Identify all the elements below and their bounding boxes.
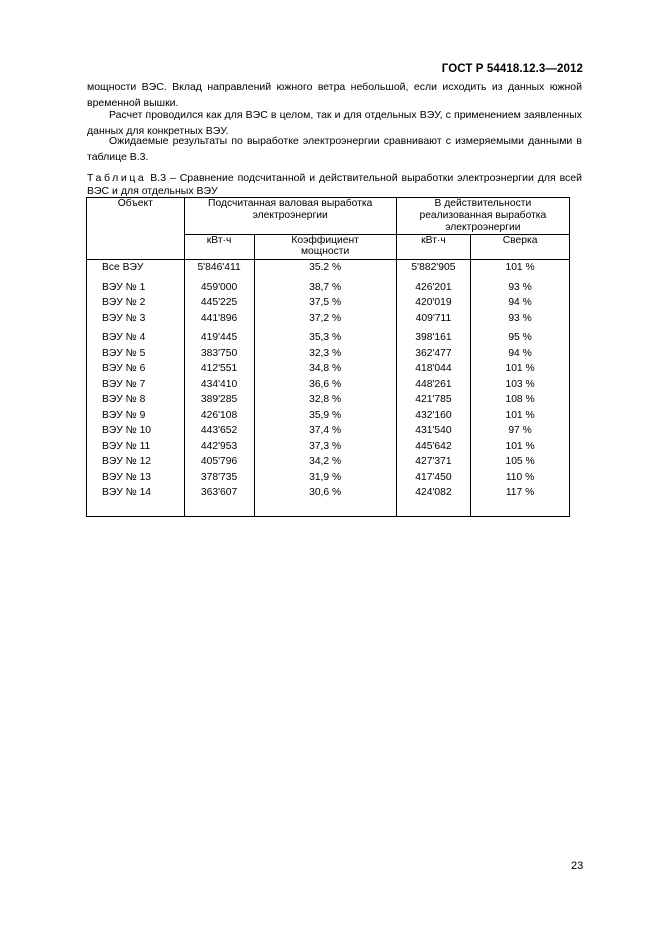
table-row: [87, 392, 570, 408]
cell-coefficient: 37,2 %: [254, 311, 396, 327]
cell-kwh: 363'607: [184, 485, 254, 501]
cell-kwh-real: 420'019: [396, 295, 470, 311]
cell-check: 94 %: [471, 346, 570, 362]
cell-object: ВЭУ № 4: [87, 326, 185, 346]
caption-text: В.3 – Сравнение подсчитанной и действительной выработки электроэнергии для всей ВЭС и для отдельных ВЭУ: [87, 172, 582, 197]
table-row: [87, 326, 570, 346]
cell-check: 105 %: [471, 454, 570, 470]
cell-kwh: 445'225: [184, 295, 254, 311]
cell-coefficient: 35,9 %: [254, 408, 396, 424]
cell-kwh-real: 5'882'905: [396, 260, 470, 280]
cell-object: ВЭУ № 1: [87, 280, 185, 296]
cell-check: 108 %: [471, 392, 570, 408]
spacer-cell: [87, 501, 185, 517]
table-row: [87, 311, 570, 327]
cell-kwh-real: 417'450: [396, 470, 470, 486]
cell-coefficient: 38,7 %: [254, 280, 396, 296]
table-row: [87, 280, 570, 296]
cell-coefficient: 37,4 %: [254, 423, 396, 439]
cell-object: Все ВЭУ: [87, 260, 185, 280]
cell-check: 110 %: [471, 470, 570, 486]
table-row: [87, 485, 570, 501]
paragraph-1: мощности ВЭС. Вклад направлений южного ветра небольшой, если исходить из данных южной временной вышки.: [87, 81, 582, 109]
cell-object: ВЭУ № 9: [87, 408, 185, 424]
cell-kwh: 5'846'411: [184, 260, 254, 280]
table-row: [87, 377, 570, 393]
table-row: [87, 260, 570, 280]
cell-kwh-real: 426'201: [396, 280, 470, 296]
cell-object: ВЭУ № 2: [87, 295, 185, 311]
cell-kwh: 443'652: [184, 423, 254, 439]
header-real-group: В действительности реализованная выработка электроэнергии: [396, 198, 569, 235]
table-row: [87, 295, 570, 311]
header-object: Объект: [87, 198, 185, 260]
caption-label: Таблица: [87, 172, 147, 184]
standard-code: ГОСТ Р 54418.12.3—2012: [441, 63, 583, 75]
cell-coefficient: 35.2 %: [254, 260, 396, 280]
cell-kwh-real: 445'642: [396, 439, 470, 455]
cell-object: ВЭУ № 6: [87, 361, 185, 377]
spacer-cell: [471, 501, 570, 517]
spacer-cell: [184, 501, 254, 517]
table-row: [87, 454, 570, 470]
cell-coefficient: 32,3 %: [254, 346, 396, 362]
cell-check: 95 %: [471, 326, 570, 346]
cell-kwh-real: 427'371: [396, 454, 470, 470]
header-check: Сверка: [471, 235, 570, 260]
table-row: [87, 439, 570, 455]
cell-object: ВЭУ № 3: [87, 311, 185, 327]
cell-object: ВЭУ № 7: [87, 377, 185, 393]
cell-object: ВЭУ № 8: [87, 392, 185, 408]
cell-check: 93 %: [471, 311, 570, 327]
paragraph-3-text: Ожидаемые результаты по выработке электроэнергии сравнивают с измеряемыми данными в таблице В.3.: [87, 135, 582, 163]
header-coefficient: Коэффициент мощности: [254, 235, 396, 260]
cell-kwh: 378'735: [184, 470, 254, 486]
cell-coefficient: 34,8 %: [254, 361, 396, 377]
cell-object: ВЭУ № 5: [87, 346, 185, 362]
cell-coefficient: 36,6 %: [254, 377, 396, 393]
table-row: [87, 361, 570, 377]
table-spacer-row: [87, 501, 570, 517]
cell-kwh-real: 362'477: [396, 346, 470, 362]
cell-kwh: 389'285: [184, 392, 254, 408]
cell-object: ВЭУ № 14: [87, 485, 185, 501]
spacer-cell: [254, 501, 396, 517]
cell-kwh-real: 432'160: [396, 408, 470, 424]
cell-check: 117 %: [471, 485, 570, 501]
paragraph-2-text: Расчет проводился как для ВЭС в целом, так и для отдельных ВЭУ, с применением заявленных данных для конкретных ВЭУ.: [87, 109, 582, 137]
cell-kwh-real: 418'044: [396, 361, 470, 377]
table-row: [87, 346, 570, 362]
cell-coefficient: 35,3 %: [254, 326, 396, 346]
cell-object: ВЭУ № 10: [87, 423, 185, 439]
cell-kwh: 383'750: [184, 346, 254, 362]
cell-check: 103 %: [471, 377, 570, 393]
cell-coefficient: 37,3 %: [254, 439, 396, 455]
cell-check: 97 %: [471, 423, 570, 439]
cell-kwh-real: 431'540: [396, 423, 470, 439]
cell-check: 101 %: [471, 408, 570, 424]
cell-check: 101 %: [471, 439, 570, 455]
table-row: [87, 423, 570, 439]
cell-kwh: 442'953: [184, 439, 254, 455]
cell-object: ВЭУ № 13: [87, 470, 185, 486]
cell-coefficient: 32,8 %: [254, 392, 396, 408]
cell-kwh: 434'410: [184, 377, 254, 393]
cell-coefficient: 30,6 %: [254, 485, 396, 501]
cell-check: 101 %: [471, 361, 570, 377]
cell-check: 101 %: [471, 260, 570, 280]
cell-kwh-real: 448'261: [396, 377, 470, 393]
table-row: [87, 470, 570, 486]
cell-kwh: 459'000: [184, 280, 254, 296]
cell-kwh: 419'445: [184, 326, 254, 346]
table-body: [87, 260, 570, 517]
table-caption: [87, 172, 582, 198]
cell-coefficient: 37,5 %: [254, 295, 396, 311]
header-calculated-group: Подсчитанная валовая выработка электроэнергии: [184, 198, 396, 235]
cell-check: 93 %: [471, 280, 570, 296]
cell-kwh-real: 421'785: [396, 392, 470, 408]
page-number: 23: [571, 860, 584, 872]
paragraph-3: [87, 134, 582, 165]
cell-object: ВЭУ № 11: [87, 439, 185, 455]
cell-object: ВЭУ № 12: [87, 454, 185, 470]
header-kwh-real: кВт·ч: [396, 235, 470, 260]
cell-kwh-real: 398'161: [396, 326, 470, 346]
table-row: [87, 408, 570, 424]
cell-coefficient: 34,2 %: [254, 454, 396, 470]
spacer-cell: [396, 501, 470, 517]
cell-kwh-real: 409'711: [396, 311, 470, 327]
cell-kwh: 441'896: [184, 311, 254, 327]
cell-kwh: 405'796: [184, 454, 254, 470]
cell-check: 94 %: [471, 295, 570, 311]
cell-kwh-real: 424'082: [396, 485, 470, 501]
header-kwh: кВт·ч: [184, 235, 254, 260]
cell-kwh: 412'551: [184, 361, 254, 377]
cell-kwh: 426'108: [184, 408, 254, 424]
generation-comparison-table: [86, 197, 570, 517]
cell-coefficient: 31,9 %: [254, 470, 396, 486]
